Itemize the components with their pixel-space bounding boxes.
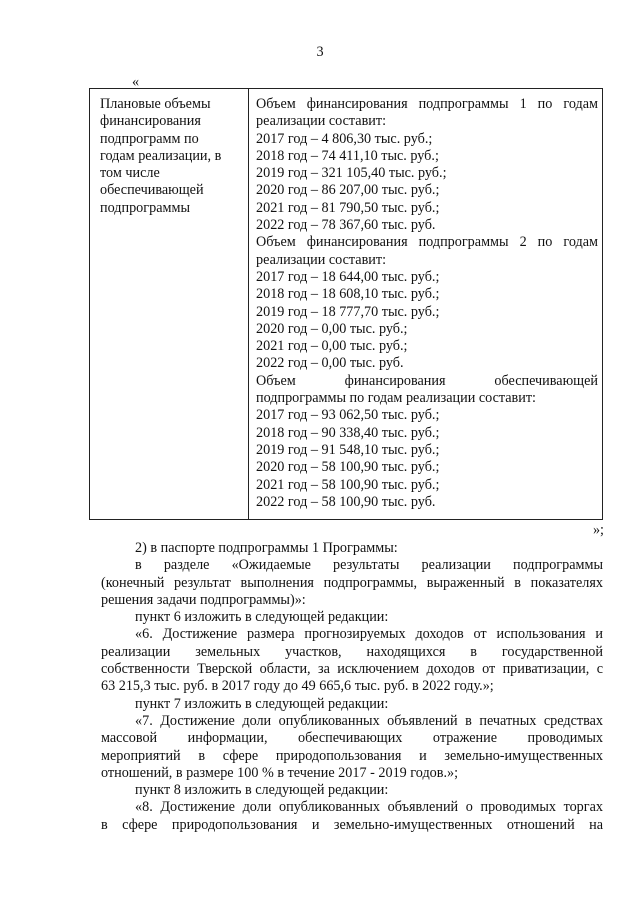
- left-label-line: финансирования: [100, 113, 201, 130]
- left-label-line: обеспечивающей: [100, 182, 204, 199]
- left-label-line: том числе: [100, 165, 160, 182]
- right-line: реализации составит:: [256, 113, 387, 130]
- body-line: 63 215,3 тыс. руб. в 2017 году до 49 665,6 тыс. руб. в 2022 году.»;: [101, 678, 494, 695]
- right-line: 2021 год – 81 790,50 тыс. руб.;: [256, 199, 440, 216]
- body-line: реализации земельных участков, находящихся в государственной: [101, 643, 603, 660]
- right-line: 2020 год – 58 100,90 тыс. руб.;: [256, 459, 440, 476]
- body-line: 2) в паспорте подпрограммы 1 Программы:: [135, 540, 398, 556]
- table-divider: [248, 89, 249, 519]
- right-line: Объем финансирования подпрограммы 2 по годам: [256, 234, 598, 251]
- right-line: 2017 год – 18 644,00 тыс. руб.;: [256, 268, 440, 285]
- right-line: 2019 год – 91 548,10 тыс. руб.;: [256, 441, 440, 458]
- right-line: 2017 год – 93 062,50 тыс. руб.;: [256, 407, 440, 424]
- close-quote: »;: [592, 522, 604, 538]
- body-line: массовой информации, обеспечивающих отражение проводимых: [101, 730, 603, 747]
- body-line: «7. Достижение доли опубликованных объявлений в печатных средствах: [135, 712, 603, 729]
- right-line: 2020 год – 86 207,00 тыс. руб.;: [256, 182, 440, 199]
- right-line: 2018 год – 90 338,40 тыс. руб.;: [256, 424, 440, 441]
- body-line: пункт 8 изложить в следующей редакции:: [135, 782, 389, 799]
- funding-table: [89, 88, 603, 520]
- right-line: 2022 год – 58 100,90 тыс. руб.: [256, 493, 436, 510]
- body-line: решения задачи подпрограммы)»:: [101, 591, 306, 608]
- left-label-line: подпрограмм по: [100, 130, 199, 147]
- right-line: 2022 год – 0,00 тыс. руб.: [256, 355, 404, 372]
- body-line: пункт 6 изложить в следующей редакции:: [135, 609, 389, 626]
- right-line: 2022 год – 78 367,60 тыс. руб.: [256, 217, 436, 234]
- right-line: 2018 год – 74 411,10 тыс. руб.;: [256, 147, 439, 164]
- table-right-cell: [256, 96, 598, 511]
- right-line: 2021 год – 0,00 тыс. руб.;: [256, 338, 408, 355]
- body-line: «6. Достижение размера прогнозируемых доходов от использования и: [135, 626, 603, 643]
- body-line: в разделе «Ожидаемые результаты реализации подпрограммы: [135, 557, 603, 574]
- left-label-line: Плановые объемы: [100, 96, 211, 112]
- right-line: Объем финансирования подпрограммы 1 по годам: [256, 96, 598, 112]
- amendment-text: [101, 540, 603, 834]
- right-line: 2018 год – 18 608,10 тыс. руб.;: [256, 286, 440, 303]
- right-line: 2019 год – 321 105,40 тыс. руб.;: [256, 165, 447, 182]
- body-line: (конечный результат выполнения подпрограммы, выраженный в показателях: [101, 574, 603, 591]
- right-line: 2019 год – 18 777,70 тыс. руб.;: [256, 303, 440, 320]
- page-number: 3: [316, 44, 324, 60]
- right-line: 2017 год – 4 806,30 тыс. руб.;: [256, 130, 433, 147]
- body-line: «8. Достижение доли опубликованных объявлений о проводимых торгах: [135, 799, 603, 816]
- table-left-cell: [100, 96, 242, 217]
- body-line: в сфере природопользования и земельно-имущественных отношений на: [101, 816, 603, 833]
- body-line: пункт 7 изложить в следующей редакции:: [135, 695, 389, 712]
- right-line: Объем финансирования обеспечивающей: [256, 372, 598, 389]
- body-line: собственности Тверской области, за исключением доходов от приватизации, с: [101, 661, 603, 678]
- body-line: мероприятий в сфере природопользования и земельно-имущественных: [101, 747, 603, 764]
- right-line: 2021 год – 58 100,90 тыс. руб.;: [256, 476, 440, 493]
- body-line: отношений, в размере 100 % в течение 2017 - 2019 годов.»;: [101, 764, 459, 781]
- right-line: подпрограммы по годам реализации составит:: [256, 390, 536, 407]
- left-label-line: годам реализации, в: [100, 147, 222, 164]
- right-line: 2020 год – 0,00 тыс. руб.;: [256, 320, 408, 337]
- open-quote: «: [132, 74, 140, 90]
- right-line: реализации составит:: [256, 251, 387, 268]
- left-label-line: подпрограммы: [100, 199, 190, 216]
